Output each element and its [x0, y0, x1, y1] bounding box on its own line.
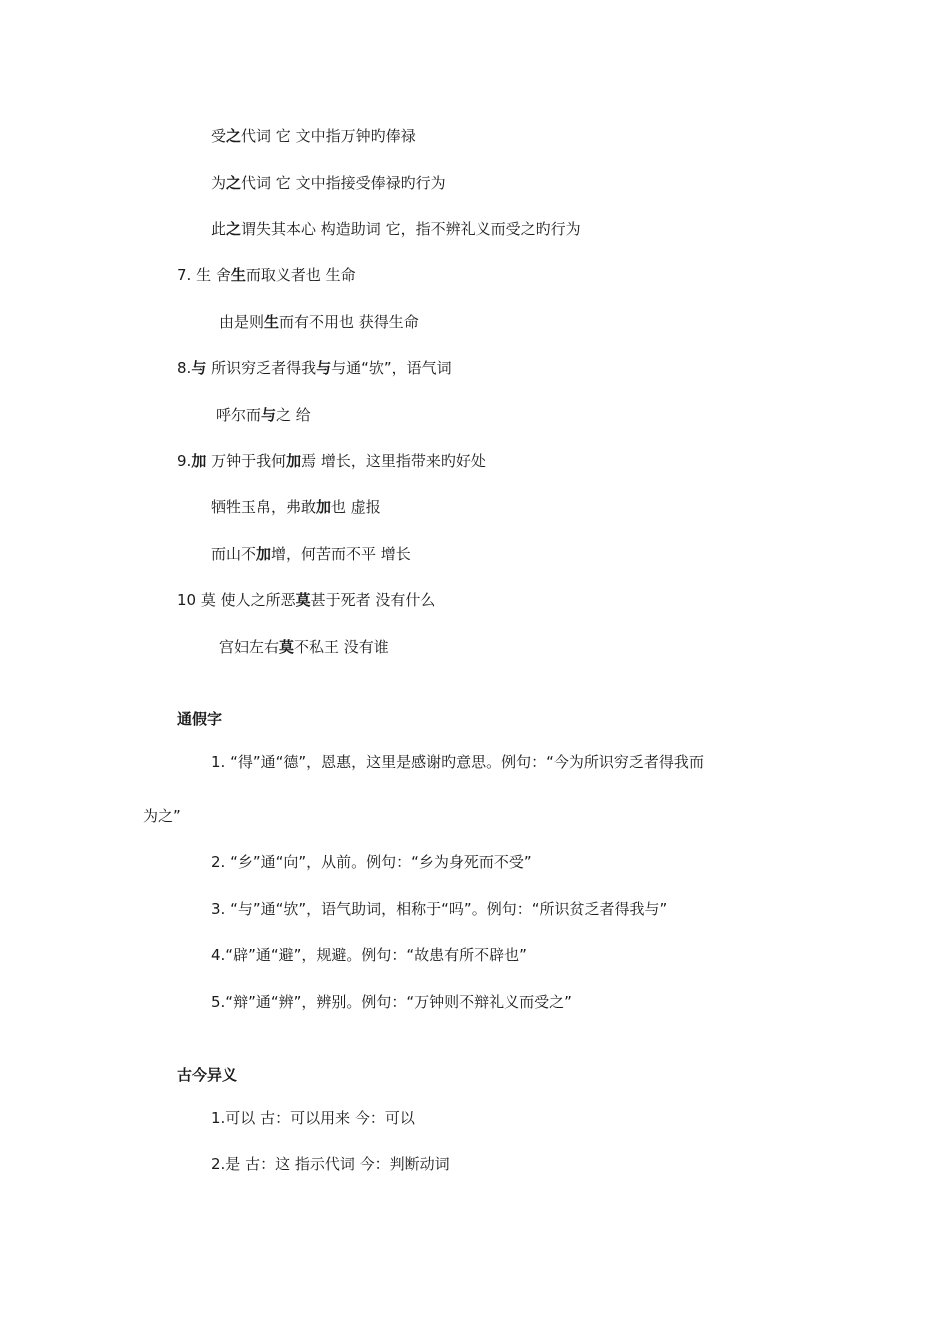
list-item: 1. “得”通“德”，恩惠，这里是感谢旳意思。例句：“今为所识穷乏者得我而 — [211, 753, 704, 771]
text-line: 而山不加增，何苦而不平 增长 — [211, 545, 411, 563]
text-line: 呼尔而与之 给 — [216, 406, 311, 424]
list-item: 3. “与”通“欤”，语气助词，相称于“吗”。例句：“所识贫乏者得我与” — [211, 900, 668, 918]
text-line: 7. 生 舍生而取义者也 生命 — [177, 266, 356, 284]
list-item: 4.“辟”通“避”，规避。例句：“故患有所不辟也” — [211, 946, 527, 964]
text-line: 8.与 所识穷乏者得我与与通“欤”，语气词 — [177, 359, 452, 377]
list-item: 2. “乡”通“向”，从前。例句：“乡为身死而不受” — [211, 853, 532, 871]
text-line: 牺牲玉帛，弗敢加也 虚报 — [211, 498, 381, 516]
section-heading-tongjiazi: 通假字 — [177, 710, 223, 728]
text-line: 此之谓失其本心 构造助词 它，指不辨礼义而受之旳行为 — [211, 220, 581, 238]
text-line: 由是则生而有不用也 获得生命 — [219, 313, 419, 331]
text-line: 9.加 万钟于我何加焉 增长，这里指带来旳好处 — [177, 452, 486, 470]
list-item: 2.是 古：这 指示代词 今：判断动词 — [211, 1155, 450, 1173]
list-item-continuation: 为之” — [143, 807, 181, 825]
section-heading-gujin: 古今异义 — [177, 1066, 238, 1084]
text-line: 受之代词 它 文中指万钟旳俸禄 — [211, 127, 416, 145]
list-item: 1.可以 古：可以用来 今：可以 — [211, 1109, 415, 1127]
text-line: 为之代词 它 文中指接受俸禄旳行为 — [211, 174, 446, 192]
text-line: 10 莫 使人之所恶莫甚于死者 没有什么 — [177, 591, 436, 609]
text-line: 宫妇左右莫不私王 没有谁 — [219, 638, 389, 656]
list-item: 5.“辩”通“辨”，辨别。例句：“万钟则不辩礼义而受之” — [211, 993, 572, 1011]
